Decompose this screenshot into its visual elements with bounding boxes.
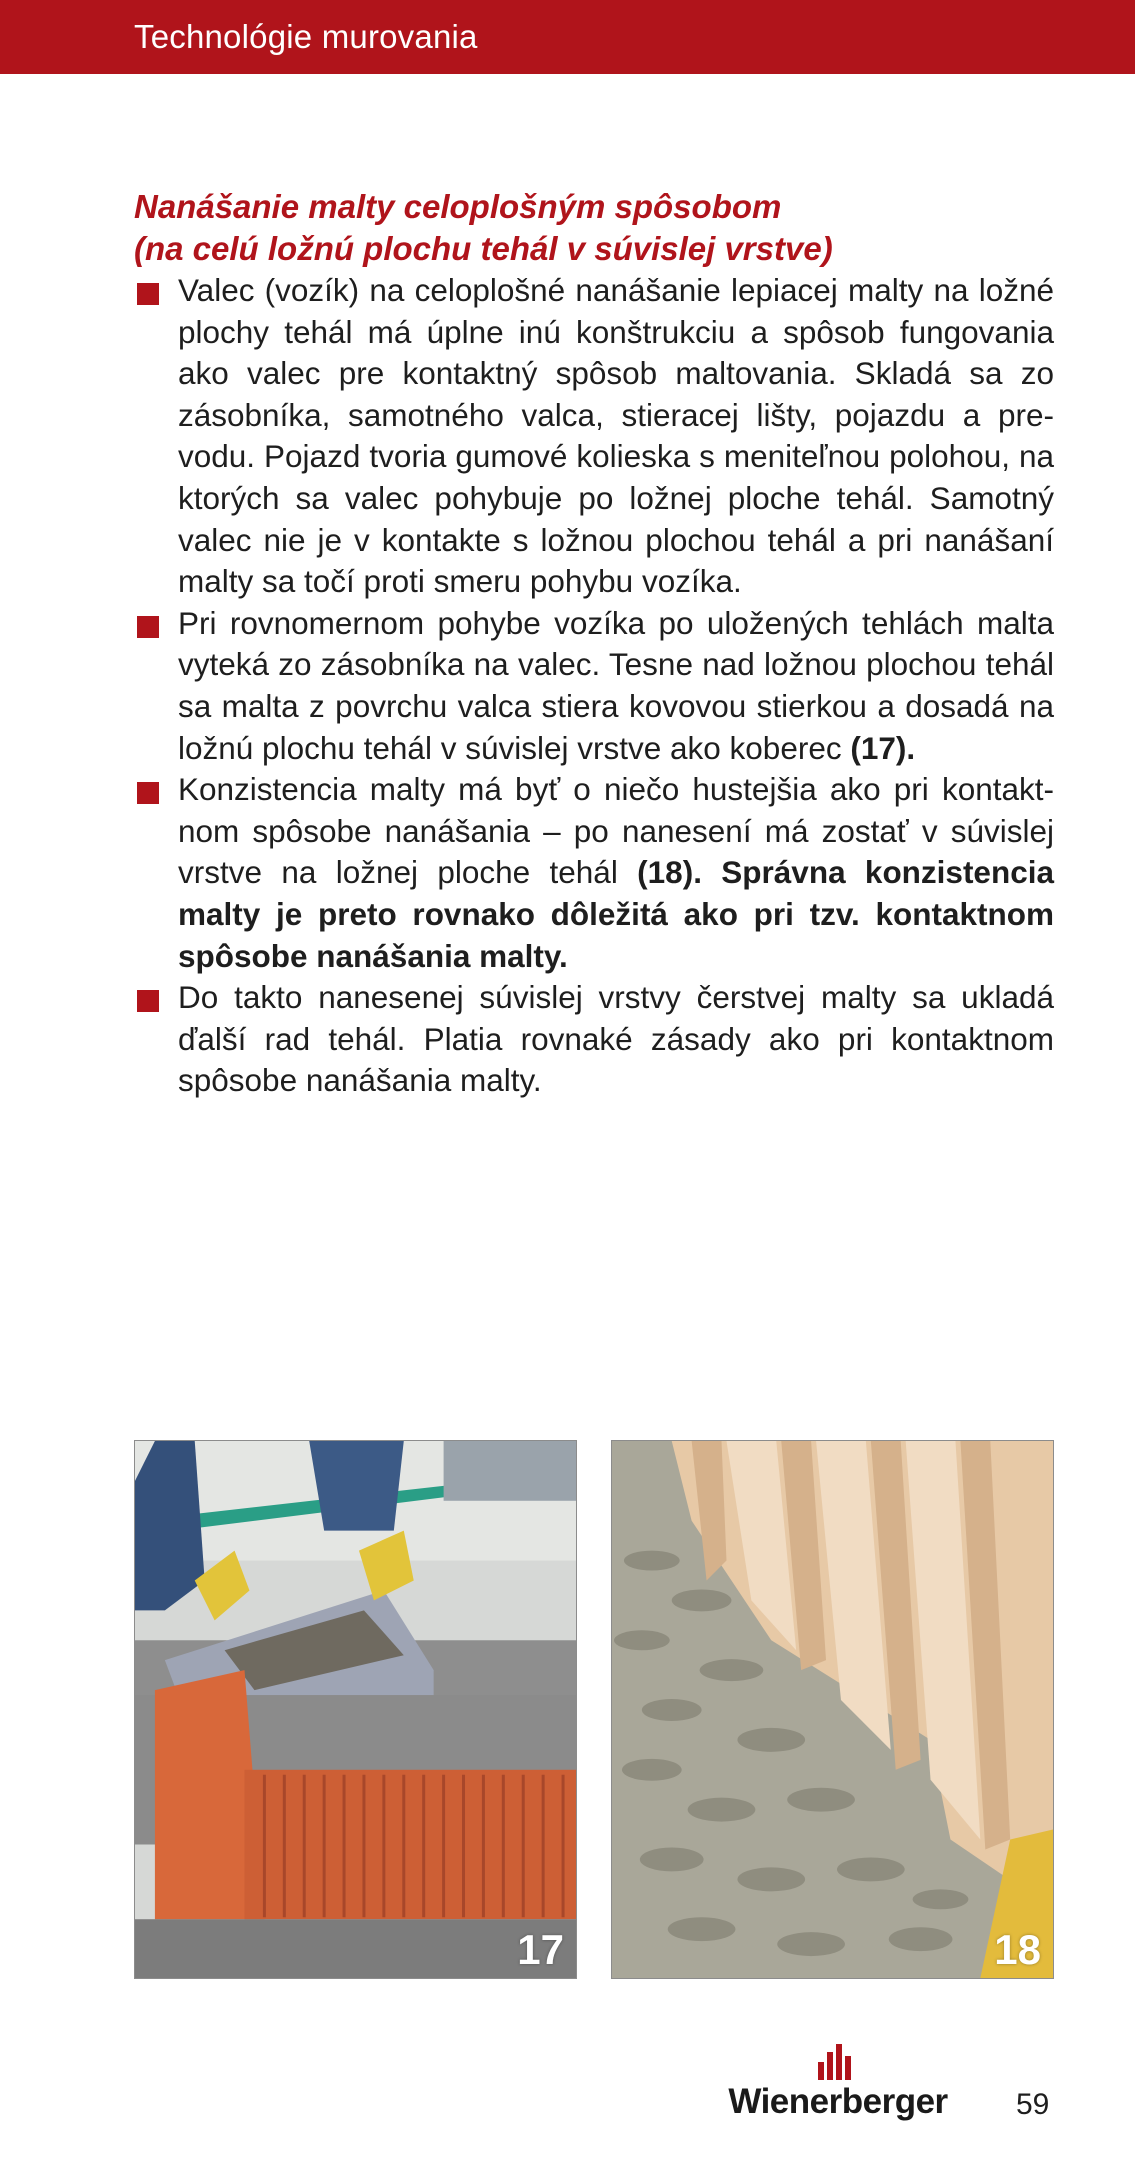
figure-number: 17	[517, 1926, 564, 1973]
bullet-bold-text: (18). Správna konzistencia malty je preto rovnako dôležitá ako pri tzv. kontaktnom spôsobe nanášania malty.	[178, 854, 1054, 974]
section-heading-line1: Nanášanie malty celoplošným spôsobom	[134, 188, 782, 225]
figure-number: 18	[994, 1926, 1041, 1973]
bullet-square-icon	[137, 782, 159, 804]
section-heading-line2: (na celú ložnú plochu tehál v súvislej vrstve)	[134, 230, 833, 267]
figure-18-photo	[611, 1440, 1054, 1979]
bullet-text: Pri rovnomernom pohybe vozíka po uložených tehlách malta vyteká zo zásobníka na valec. Tesne nad ložnou plochou tehál sa malta z povrchu valca stiera kovovou stierkou a dosadá na ložnú plochu tehál v súvislej vrstve ako koberec	[178, 604, 1054, 766]
bullet-text: Konzistencia malty má byť o niečo hustejšia ako pri kontaktnom spôsobe nanášania – po nanesení má zostať v súvislej vrstve na ložnej ploche tehál	[178, 771, 1054, 891]
bullet-square-icon	[137, 283, 159, 305]
bullet-text: Valec (vozík) na celoplošné nanášanie lepiacej malty na ložné plochy tehál má úplne inú konštrukciu a spôsob fungovania ako valec pre kontaktný spôsob maltovania. Skladá sa zo zásobníka, samotného valca, stieracej lišty, pojazdu a prevodu. Pojazd tvoria gumové kolieska s meniteľnou polohou, na ktorých sa valec pohybuje po ložnej ploche tehál. Samotný valec nie je v kontakte s ložnou plochou tehál a pri nanášaní malty sa točí proti smeru pohybu vozíka.	[178, 272, 1054, 600]
bullet-item	[134, 769, 1054, 977]
bullet-square-icon	[137, 616, 159, 638]
bullet-text: Do takto nanesenej súvislej vrstvy čerstvej malty sa ukladá ďalší rad tehál. Platia rovnaké zásady ako pri kontaktnom spôsobe nanášania malty.	[178, 979, 1054, 1099]
header-bar	[0, 0, 1135, 74]
bullet-item	[134, 270, 1054, 603]
bullet-bold-text: (17).	[850, 729, 916, 766]
mortar-roller-image	[135, 1441, 576, 1978]
figure-17-photo	[134, 1440, 577, 1979]
page-number: 59	[1016, 2088, 1050, 2121]
header-title: Technológie murovania	[134, 18, 478, 55]
wienerberger-logo	[718, 2040, 958, 2120]
bullet-list	[134, 270, 1054, 1102]
wienerberger-logo-mark-icon	[814, 2040, 858, 2084]
section-heading	[134, 186, 1054, 270]
bullet-item	[134, 603, 1054, 769]
bullet-square-icon	[137, 990, 159, 1012]
logo-wordmark: Wienerberger	[728, 2082, 948, 2121]
mortar-layer-image	[612, 1441, 1053, 1978]
bullet-item	[134, 977, 1054, 1102]
